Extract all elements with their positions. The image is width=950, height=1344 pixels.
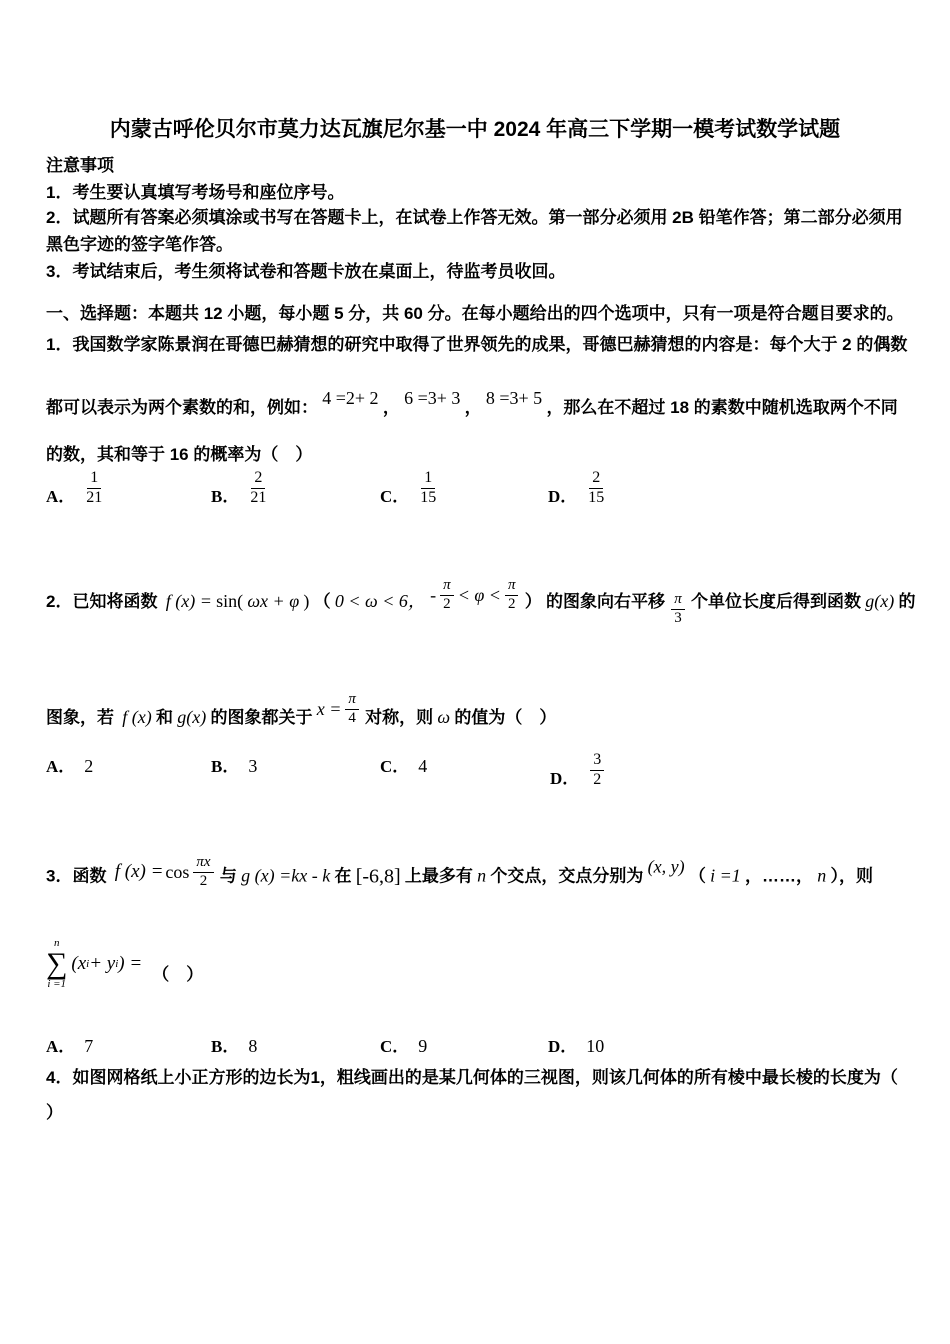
q3-point: (x, y) (647, 856, 685, 877)
option-value: 7 (84, 1036, 94, 1056)
q2-symmetry-axis (317, 692, 361, 727)
q2-l2-b: 和 (155, 707, 173, 727)
option-label: B． (211, 1037, 240, 1056)
q3-mid-6: ，……， (745, 866, 814, 886)
q1-option-b (211, 470, 268, 507)
option-label: C． (380, 1037, 410, 1056)
q2-phi-bound (430, 578, 520, 613)
q2-fx-arg: ωx + φ (247, 590, 300, 611)
fraction-pi-2: $\frac{\pi}{2}$ (440, 578, 454, 613)
q1-option-d (548, 470, 606, 507)
q2-option-d (550, 752, 606, 789)
option-value: 9 (418, 1036, 428, 1056)
q2-option-b (211, 752, 257, 777)
q3-interval: [-6,8] (355, 865, 401, 888)
option-value: 8 (248, 1036, 258, 1056)
q3-n-ref: n (817, 865, 827, 886)
option-label: C． (380, 757, 410, 776)
notice-heading: 注意事项 (46, 156, 114, 175)
fraction-pix-2: $\frac{\pi x}{2}$ (193, 855, 213, 890)
option-value: 2 (84, 756, 94, 776)
subscript-i: i (86, 958, 90, 970)
q3-mid-7: ），则 (830, 866, 874, 886)
question-1-line-1: 1．我国数学家陈景润在哥德巴赫猜想的研究中取得了世界领先的成果，哥德巴赫猜想的内容是：每个大于 2 的偶数 (46, 335, 908, 354)
question-2-line-1 (46, 578, 915, 626)
q3-index: i =1 (710, 865, 741, 886)
question-4-line-2: ） (46, 1103, 63, 1122)
q2-x-equals: x = (316, 698, 342, 719)
question-3-summation (46, 938, 203, 990)
q1-comma-1: ， (382, 398, 400, 417)
q2-omega: ω (437, 706, 451, 727)
q3-mid-1: 与 (219, 866, 237, 886)
fraction-pi-4: $\frac{\pi}{4}$ (345, 692, 359, 727)
question-1-line-2 (46, 388, 898, 418)
notice-item-1: 1．考生要认真填写考场号和座位序号。 (46, 183, 345, 202)
q2-gx: g(x) (865, 590, 895, 611)
q2-l2-d: 对称，则 (365, 707, 434, 727)
q3-fx-name: f (x) = (114, 861, 164, 883)
q2-gx-ref: g(x) (177, 706, 207, 727)
q2-l2-e: 的值为（ ） (454, 707, 557, 727)
option-label: D． (548, 486, 578, 506)
q2-phi-inequality: < φ < (457, 584, 501, 605)
subscript-i: i (115, 958, 119, 970)
option-value: 10 (586, 1036, 605, 1056)
q3-expr-close: ) = (118, 953, 143, 974)
question-4-line-1: 4．如图网格纸上小正方形的边长为1，粗线画出的是某几何体的三视图，则该几何体的所有棱中最长棱的长度为（ (46, 1068, 898, 1087)
q2-fx-ref: f (x) (122, 706, 152, 727)
minus-sign: - (430, 584, 437, 605)
exam-title: 内蒙古呼伦贝尔市莫力达瓦旗尼尔基一中 2024 年高三下学期一模考试数学试题 (109, 118, 841, 141)
option-label: B． (211, 757, 240, 776)
option-label: A． (46, 757, 76, 776)
q3-option-c (380, 1032, 427, 1057)
q2-text-shift: 的图象向右平移 (545, 591, 665, 611)
q3-option-d (548, 1032, 604, 1057)
q3-mid-3: 上最多有 (404, 866, 473, 886)
q2-option-a (46, 752, 93, 777)
q2-option-c (380, 752, 427, 777)
fraction-pi-2: $\frac{\pi}{2}$ (505, 578, 519, 613)
option-value: 4 (418, 756, 428, 776)
q2-sin: sin( (216, 590, 244, 611)
notice-item-2: 2．试题所有答案必须填涂或书写在答题卡上，在试卷上作答无效。第一部分必须用 2B 铅笔作答；第二部分必须用黑色字迹的签字笔作答。 (46, 208, 903, 254)
q1-option-a (46, 470, 104, 507)
summation-symbol (46, 938, 67, 990)
option-label: A． (46, 486, 76, 506)
option-label: C． (380, 486, 410, 506)
option-value: 3 (248, 756, 258, 776)
q2-l2-c: 的图象都关于 (210, 707, 313, 727)
q1-examples-suffix: ，那么在不超过 18 的素数中随机选取两个不同 (546, 398, 898, 417)
q2-text-de: 的 (898, 591, 916, 611)
q3-n-count: n (477, 865, 487, 886)
section-1-heading: 一、选择题：本题共 12 小题，每小题 5 分，共 60 分。在每小题给出的四个选项中，只有一项是符合题目要求的。 (46, 304, 904, 323)
fraction: $\frac{1}{21}$ (86, 469, 103, 506)
q2-paren-open: （ (313, 591, 331, 611)
q3-gx-definition: g (x) =kx - k (241, 865, 331, 886)
q1-examples-prefix: 都可以表示为两个素数的和，例如： (46, 398, 318, 417)
q3-option-a (46, 1032, 93, 1057)
fraction: $\frac{1}{15}$ (420, 469, 437, 506)
q2-fx-close: ) (303, 590, 310, 611)
fraction-pi-3: $\frac{\pi}{3}$ (671, 592, 685, 627)
q2-prefix: 2．已知将函数 (46, 591, 158, 611)
q1-equation-2: 6 =3+ 3 (404, 388, 461, 408)
q3-prefix: 3．函数 (46, 866, 107, 886)
option-label: D． (550, 768, 580, 788)
q2-text-after-shift: 个单位长度后得到函数 (690, 591, 861, 611)
q3-mid-5: （ (688, 866, 706, 886)
q3-mid-2: 在 (334, 866, 352, 886)
fraction: $\frac{2}{15}$ (588, 469, 605, 506)
q1-equation-3: 8 =3+ 5 (485, 388, 543, 408)
q3-expr-open: (x (71, 953, 87, 974)
question-2-line-2 (46, 692, 556, 728)
q1-option-c (380, 470, 438, 507)
q3-mid-4: 个交点，交点分别为 (490, 866, 644, 886)
sigma-icon: ∑ (46, 947, 68, 980)
notice-item-3: 3．考试结束后，考生须将试卷和答题卡放在桌面上，待监考员收回。 (46, 262, 566, 281)
q3-fx-definition (115, 855, 216, 890)
q3-answer-paren: （ ） (152, 964, 204, 984)
fraction: $\frac{2}{21}$ (250, 469, 267, 506)
option-label: D． (548, 1037, 578, 1056)
q2-fx-name: f (x) = (165, 590, 212, 611)
q3-option-b (211, 1032, 257, 1057)
q3-expr-plus: + y (89, 953, 116, 974)
fraction: $\frac{3}{2}$ (590, 752, 604, 789)
option-label: B． (211, 486, 240, 506)
summation-lower: i =1 (47, 978, 67, 990)
q2-omega-bound: 0 < ω < 6， (334, 590, 426, 611)
q3-cos: cos (165, 861, 190, 882)
q1-comma-2: ， (464, 398, 482, 417)
q2-l2-a: 图象，若 (46, 707, 114, 727)
option-label: A． (46, 1037, 76, 1056)
question-1-line-3: 的数，其和等于 16 的概率为（ ） (46, 445, 313, 464)
q2-paren-close: ） (524, 591, 542, 611)
q1-equation-1: 4 =2+ 2 (322, 388, 379, 408)
question-3-line-1 (46, 855, 873, 890)
summation-upper: n (53, 937, 60, 949)
